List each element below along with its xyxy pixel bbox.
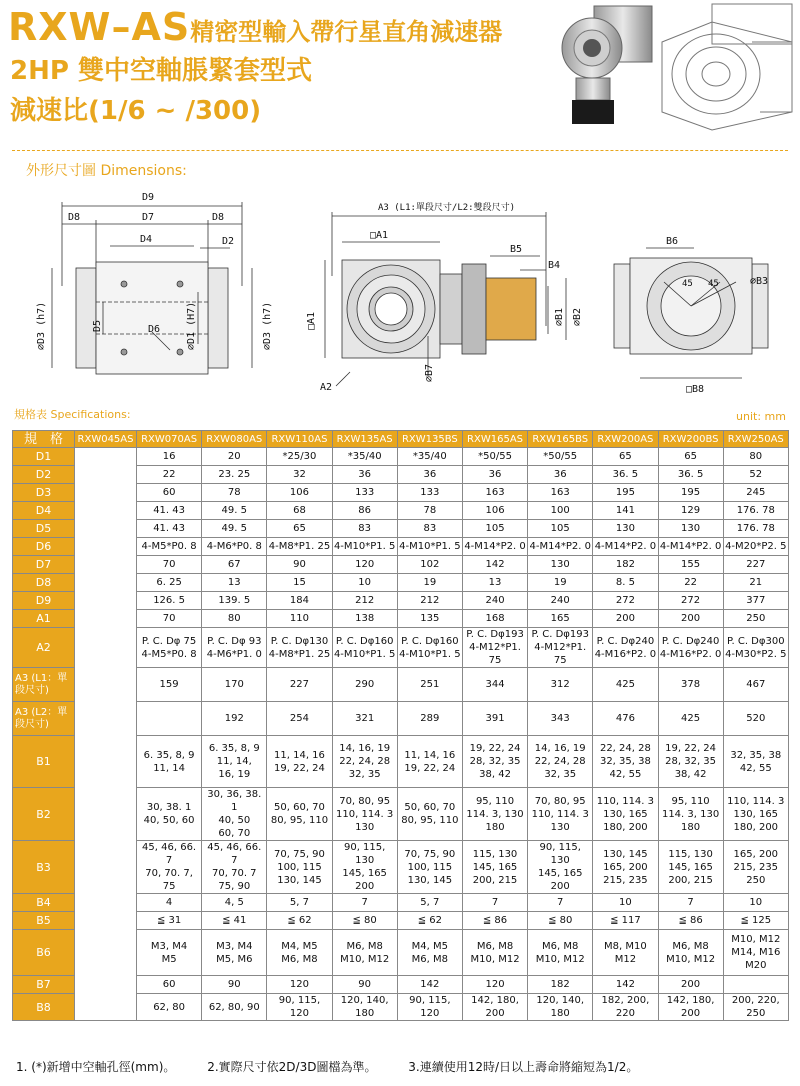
spec-cell: 8. 5 — [593, 574, 658, 592]
spec-cell: 129 — [658, 502, 723, 520]
spec-cell: 11, 14, 16 19, 22, 24 — [267, 736, 332, 788]
spec-cell: P. C. Dφ160 4-M10*P1. 5 — [397, 628, 462, 668]
spec-cell: 200 — [593, 610, 658, 628]
spec-cell: 65 — [267, 520, 332, 538]
spec-cell: M6, M8 M10, M12 — [658, 930, 723, 976]
dim-label-a3: A3 (L1:單段尺寸/L2:雙段尺寸) — [378, 203, 516, 213]
spec-cell: 70, 80, 95 110, 114. 3 130 — [528, 788, 593, 841]
spec-cell: 83 — [397, 520, 462, 538]
dim-label-b6: B6 — [666, 236, 679, 247]
spec-cell: 195 — [593, 484, 658, 502]
spec-cell: 6. 35, 8, 9 11, 14 — [137, 736, 202, 788]
spec-cell: 80 — [723, 448, 788, 466]
spec-cell: 115, 130 145, 165 200, 215 — [462, 841, 527, 894]
spec-cell: 62, 80, 90 — [202, 994, 267, 1021]
spec-cell: 212 — [397, 592, 462, 610]
spec-row-label: D4 — [13, 502, 75, 520]
spec-cell: P. C. Dφ240 4-M16*P2. 0 — [658, 628, 723, 668]
spec-cell: M4, M5 M6, M8 — [267, 930, 332, 976]
spec-cell: 245 — [723, 484, 788, 502]
spec-cell: 32, 35, 38 42, 55 — [723, 736, 788, 788]
spec-cell: 49. 5 — [202, 520, 267, 538]
spec-col-header: RXW135BS — [397, 431, 462, 448]
spec-cell: 7 — [658, 894, 723, 912]
spec-col-header: RXW045AS — [75, 431, 137, 448]
spec-cell: 227 — [723, 556, 788, 574]
spec-col-header: RXW165BS — [528, 431, 593, 448]
spec-cell: 200, 220, 250 — [723, 994, 788, 1021]
spec-cell: 254 — [267, 702, 332, 736]
spec-cell: 4-M14*P2. 0 — [462, 538, 527, 556]
spec-cell: 105 — [528, 520, 593, 538]
spec-cell: 78 — [397, 502, 462, 520]
spec-cell: 133 — [332, 484, 397, 502]
spec-cell: *50/55 — [462, 448, 527, 466]
spec-cell: 36. 5 — [658, 466, 723, 484]
spec-row-label: D2 — [13, 466, 75, 484]
spec-cell: 11, 14, 16 19, 22, 24 — [397, 736, 462, 788]
spec-cell: 176. 78 — [723, 520, 788, 538]
dim-label-b5: B5 — [510, 244, 523, 255]
spec-cell — [137, 702, 202, 736]
spec-cell: 32 — [267, 466, 332, 484]
spec-cell: 200 — [658, 976, 723, 994]
spec-cell: 16 — [137, 448, 202, 466]
model-title — [8, 6, 502, 53]
spec-title: 規格表 Specifications: — [14, 408, 131, 421]
spec-cell: 70, 80, 95 110, 114. 3 130 — [332, 788, 397, 841]
spec-col-header: RXW200BS — [658, 431, 723, 448]
spec-row-label: A3 (L2：單 段尺寸) — [13, 702, 75, 736]
spec-cell: 321 — [332, 702, 397, 736]
spec-cell: 165 — [528, 610, 593, 628]
spec-cell: 90, 115, 120 — [397, 994, 462, 1021]
spec-row-label: D3 — [13, 484, 75, 502]
spec-cell: 70, 75, 90 100, 115 130, 145 — [397, 841, 462, 894]
model-subtitle: 精密型輸入帶行星直角減速器 — [190, 18, 503, 46]
spec-cell: 7 — [528, 894, 593, 912]
spec-cell: 106 — [462, 502, 527, 520]
spec-cell: ≦ 31 — [137, 912, 202, 930]
spec-col-header: RXW200AS — [593, 431, 658, 448]
spec-cell: 130, 145 165, 200 215, 235 — [593, 841, 658, 894]
spec-cell: 195 — [658, 484, 723, 502]
spec-row-label: B3 — [13, 841, 75, 894]
dim-label-d6: D6 — [148, 324, 161, 335]
spec-cell: 90 — [267, 556, 332, 574]
spec-cell: 4-M8*P1. 25 — [267, 538, 332, 556]
note-2: 2.實際尺寸依2D/3D圖檔為準。 — [207, 1060, 377, 1074]
spec-cell: 4-M10*P1. 5 — [397, 538, 462, 556]
spec-cell: 19, 22, 24 28, 32, 35 38, 42 — [658, 736, 723, 788]
model-name: RXW–AS — [8, 5, 191, 49]
dim-label-b2: ⌀B2 — [572, 307, 583, 326]
dim-label-a2: A2 — [320, 382, 333, 393]
spec-cell: 240 — [528, 592, 593, 610]
spec-cell: 4-M14*P2. 0 — [593, 538, 658, 556]
spec-cell: 22 — [137, 466, 202, 484]
spec-cell: 184 — [267, 592, 332, 610]
spec-cell: 192 — [202, 702, 267, 736]
spec-cell: 7 — [462, 894, 527, 912]
spec-cell: 14, 16, 19 22, 24, 28 32, 35 — [332, 736, 397, 788]
dim-label-b7: ⌀B7 — [424, 363, 435, 382]
spec-cell: 22, 24, 28 32, 35, 38 42, 55 — [593, 736, 658, 788]
spec-cell: M10, M12 M14, M16 M20 — [723, 930, 788, 976]
spec-cell: 36 — [528, 466, 593, 484]
dim-label-d1: ⌀D1 (H7) — [186, 301, 197, 350]
dim-label-d4: D4 — [140, 234, 153, 245]
spec-cell: M6, M8 M10, M12 — [528, 930, 593, 976]
spec-cell: 120 — [332, 556, 397, 574]
spec-cell: 78 — [202, 484, 267, 502]
spec-cell: ≦ 86 — [462, 912, 527, 930]
spec-cell: 5, 7 — [267, 894, 332, 912]
dim-label-d7: D7 — [142, 212, 155, 223]
spec-cell: ≦ 41 — [202, 912, 267, 930]
spec-cell: 52 — [723, 466, 788, 484]
spec-cell: 344 — [462, 668, 527, 702]
spec-cell: ≦ 80 — [528, 912, 593, 930]
spec-cell: 142 — [397, 976, 462, 994]
spec-row-label: A3 (L1：單 段尺寸) — [13, 668, 75, 702]
spec-cell: 520 — [723, 702, 788, 736]
spec-cell: 6. 35, 8, 9 11, 14, 16, 19 — [202, 736, 267, 788]
rxw045-empty-cell — [75, 448, 137, 1021]
spec-cell: 4-M5*P0. 8 — [137, 538, 202, 556]
spec-cell: 70 — [137, 610, 202, 628]
spec-cell: 476 — [593, 702, 658, 736]
spec-cell: 15 — [267, 574, 332, 592]
spec-row-label: B1 — [13, 736, 75, 788]
spec-cell: 13 — [462, 574, 527, 592]
dim-label-a1-top: □A1 — [370, 230, 389, 241]
spec-cell: 142 — [462, 556, 527, 574]
spec-cell: 36 — [462, 466, 527, 484]
dim-label-d8-left: D8 — [68, 212, 81, 223]
spec-cell: 120, 140, 180 — [528, 994, 593, 1021]
spec-cell: 139. 5 — [202, 592, 267, 610]
note-3: 3.連續使用12時/日以上壽命將縮短為1/2。 — [408, 1060, 639, 1074]
spec-cell: 133 — [397, 484, 462, 502]
spec-cell: 10 — [593, 894, 658, 912]
spec-cell: 4-M14*P2. 0 — [528, 538, 593, 556]
spec-cell: 290 — [332, 668, 397, 702]
spec-cell: 102 — [397, 556, 462, 574]
spec-cell: 425 — [658, 702, 723, 736]
spec-cell: 36 — [397, 466, 462, 484]
spec-cell: 5, 7 — [397, 894, 462, 912]
spec-cell: 23. 25 — [202, 466, 267, 484]
spec-cell: 4-M10*P1. 5 — [332, 538, 397, 556]
spec-cell: 182 — [593, 556, 658, 574]
spec-cell: P. C. Dφ240 4-M16*P2. 0 — [593, 628, 658, 668]
spec-cell: 159 — [137, 668, 202, 702]
spec-cell: 13 — [202, 574, 267, 592]
spec-row-label: B6 — [13, 930, 75, 976]
spec-row-label: B5 — [13, 912, 75, 930]
spec-cell: 50, 60, 70 80, 95, 110 — [397, 788, 462, 841]
spec-cell: P. C. Dφ193 4-M12*P1. 75 — [462, 628, 527, 668]
spec-col-header: RXW165AS — [462, 431, 527, 448]
divider — [12, 150, 788, 151]
spec-cell: 176. 78 — [723, 502, 788, 520]
header-line-2: 2HP 雙中空軸脹緊套型式 — [10, 56, 312, 86]
spec-cell: 272 — [658, 592, 723, 610]
spec-cell: 4 — [137, 894, 202, 912]
spec-cell: 4-M20*P2. 5 — [723, 538, 788, 556]
spec-row-label: B2 — [13, 788, 75, 841]
dim-label-a1-side: □A1 — [306, 311, 317, 330]
dim-label-angle-1: 45 — [682, 279, 693, 289]
spec-cell: 90, 115, 130 145, 165 200 — [528, 841, 593, 894]
spec-cell: 45, 46, 66. 7 70, 70. 7, 75 — [137, 841, 202, 894]
notes — [16, 1058, 796, 1075]
dim-label-b4: B4 — [548, 260, 561, 271]
spec-cell: 130 — [593, 520, 658, 538]
spec-cell: 227 — [267, 668, 332, 702]
spec-cell: 62, 80 — [137, 994, 202, 1021]
spec-cell: 36. 5 — [593, 466, 658, 484]
spec-cell: P. C. Dφ 75 4-M5*P0. 8 — [137, 628, 202, 668]
spec-cell: 250 — [723, 610, 788, 628]
spec-cell: 90, 115, 120 — [267, 994, 332, 1021]
spec-cell: 182 — [528, 976, 593, 994]
spec-cell: 110, 114. 3 130, 165 180, 200 — [723, 788, 788, 841]
spec-cell: P. C. Dφ160 4-M10*P1. 5 — [332, 628, 397, 668]
spec-cell: 343 — [528, 702, 593, 736]
spec-cell: 83 — [332, 520, 397, 538]
spec-row-label: A1 — [13, 610, 75, 628]
spec-cell: 240 — [462, 592, 527, 610]
spec-cell: 70 — [137, 556, 202, 574]
spec-cell: 135 — [397, 610, 462, 628]
spec-cell: 120 — [462, 976, 527, 994]
spec-col-header: RXW070AS — [137, 431, 202, 448]
note-1: 1. (*)新增中空軸孔徑(mm)。 — [16, 1060, 176, 1074]
spec-cell: ≦ 117 — [593, 912, 658, 930]
dimensions-title: 外形尺寸圖 Dimensions: — [26, 163, 187, 179]
spec-corner: 規 格 — [13, 431, 75, 448]
dimension-drawings — [0, 186, 800, 406]
spec-cell: M3, M4 M5, M6 — [202, 930, 267, 976]
spec-cell: 20 — [202, 448, 267, 466]
spec-cell: 41. 43 — [137, 520, 202, 538]
spec-cell: 200 — [658, 610, 723, 628]
spec-cell: 138 — [332, 610, 397, 628]
spec-row-label: D6 — [13, 538, 75, 556]
spec-cell: 4-M14*P2. 0 — [658, 538, 723, 556]
spec-cell: 19, 22, 24 28, 32, 35 38, 42 — [462, 736, 527, 788]
spec-cell: 130 — [658, 520, 723, 538]
spec-cell: 80 — [202, 610, 267, 628]
spec-cell: 212 — [332, 592, 397, 610]
spec-cell: 10 — [332, 574, 397, 592]
spec-row-label: B8 — [13, 994, 75, 1021]
spec-col-header: RXW110AS — [267, 431, 332, 448]
spec-cell: 165, 200 215, 235 250 — [723, 841, 788, 894]
spec-cell: 106 — [267, 484, 332, 502]
spec-cell: M6, M8 M10, M12 — [332, 930, 397, 976]
spec-cell: 155 — [658, 556, 723, 574]
spec-cell: 60 — [137, 976, 202, 994]
spec-cell: 142, 180, 200 — [658, 994, 723, 1021]
spec-cell: 130 — [528, 556, 593, 574]
spec-cell: 19 — [397, 574, 462, 592]
spec-cell: 141 — [593, 502, 658, 520]
spec-cell: 312 — [528, 668, 593, 702]
spec-row — [13, 448, 789, 466]
dim-label-d2: D2 — [222, 236, 235, 247]
spec-cell: 391 — [462, 702, 527, 736]
spec-cell: 120, 140, 180 — [332, 994, 397, 1021]
spec-cell: 6. 25 — [137, 574, 202, 592]
dim-label-d9: D9 — [142, 192, 155, 203]
spec-cell: *35/40 — [332, 448, 397, 466]
spec-cell: 41. 43 — [137, 502, 202, 520]
spec-col-header: RXW250AS — [723, 431, 788, 448]
spec-cell: 30, 38. 1 40, 50, 60 — [137, 788, 202, 841]
spec-cell: 86 — [332, 502, 397, 520]
spec-cell: 142, 180, 200 — [462, 994, 527, 1021]
spec-table — [12, 430, 789, 1021]
spec-row-label: D7 — [13, 556, 75, 574]
spec-cell: 19 — [528, 574, 593, 592]
spec-cell: ≦ 86 — [658, 912, 723, 930]
spec-cell: 115, 130 145, 165 200, 215 — [658, 841, 723, 894]
spec-row-label: A2 — [13, 628, 75, 668]
dim-label-d8-right: D8 — [212, 212, 225, 223]
spec-cell: 467 — [723, 668, 788, 702]
spec-cell: 272 — [593, 592, 658, 610]
spec-cell: 120 — [267, 976, 332, 994]
spec-cell: 168 — [462, 610, 527, 628]
spec-cell: 49. 5 — [202, 502, 267, 520]
spec-cell: ≦ 125 — [723, 912, 788, 930]
dim-label-b8: □B8 — [686, 384, 705, 395]
spec-cell: 163 — [528, 484, 593, 502]
spec-cell: 68 — [267, 502, 332, 520]
spec-cell: 4-M6*P0. 8 — [202, 538, 267, 556]
spec-cell: 378 — [658, 668, 723, 702]
spec-col-header: RXW135AS — [332, 431, 397, 448]
spec-cell: 10 — [723, 894, 788, 912]
spec-cell: 126. 5 — [137, 592, 202, 610]
spec-cell: 163 — [462, 484, 527, 502]
spec-cell: ≦ 80 — [332, 912, 397, 930]
spec-col-header: RXW080AS — [202, 431, 267, 448]
dim-label-b1: ⌀B1 — [554, 307, 565, 326]
dim-label-d3-left: ⌀D3 (h7) — [36, 301, 47, 350]
spec-cell: M8, M10 M12 — [593, 930, 658, 976]
spec-cell: 45, 46, 66. 7 70, 70. 7 75, 90 — [202, 841, 267, 894]
spec-cell: 110, 114. 3 130, 165 180, 200 — [593, 788, 658, 841]
dim-label-angle-2: 45 — [708, 279, 719, 289]
spec-cell: 22 — [658, 574, 723, 592]
header-line-3: 減速比(1/6 ~ /300) — [10, 96, 262, 126]
spec-cell: 110 — [267, 610, 332, 628]
spec-cell: 95, 110 114. 3, 130 180 — [658, 788, 723, 841]
dim-label-d3-right: ⌀D3 (h7) — [262, 301, 273, 350]
spec-cell: M4, M5 M6, M8 — [397, 930, 462, 976]
dim-label-d5: D5 — [92, 319, 103, 332]
dim-label-b3: ⌀B3 — [750, 276, 769, 287]
spec-cell: 21 — [723, 574, 788, 592]
spec-cell: 90, 115, 130 145, 165 200 — [332, 841, 397, 894]
spec-cell: M6, M8 M10, M12 — [462, 930, 527, 976]
spec-cell: 170 — [202, 668, 267, 702]
spec-cell: M3, M4 M5 — [137, 930, 202, 976]
spec-cell: *50/55 — [528, 448, 593, 466]
product-drawing-3d — [652, 2, 796, 134]
spec-cell: 4, 5 — [202, 894, 267, 912]
spec-row-label: D8 — [13, 574, 75, 592]
header — [0, 0, 800, 150]
spec-cell: 36 — [332, 466, 397, 484]
spec-cell: P. C. Dφ 93 4-M6*P1. 0 — [202, 628, 267, 668]
spec-cell: P. C. Dφ300 4-M30*P2. 5 — [723, 628, 788, 668]
spec-cell: ≦ 62 — [397, 912, 462, 930]
spec-cell: 377 — [723, 592, 788, 610]
spec-row-label: D1 — [13, 448, 75, 466]
product-photo — [556, 2, 656, 126]
spec-cell: 30, 36, 38. 1 40, 50 60, 70 — [202, 788, 267, 841]
spec-cell: 70, 75, 90 100, 115 130, 145 — [267, 841, 332, 894]
spec-row-label: B7 — [13, 976, 75, 994]
spec-cell: *35/40 — [397, 448, 462, 466]
spec-cell: 7 — [332, 894, 397, 912]
spec-row-label: B4 — [13, 894, 75, 912]
unit-label: unit: mm — [736, 410, 786, 423]
spec-cell: 90 — [202, 976, 267, 994]
spec-cell: 65 — [593, 448, 658, 466]
spec-cell: 425 — [593, 668, 658, 702]
spec-cell: 60 — [137, 484, 202, 502]
spec-cell: 289 — [397, 702, 462, 736]
spec-cell: 14, 16, 19 22, 24, 28 32, 35 — [528, 736, 593, 788]
spec-row-label: D9 — [13, 592, 75, 610]
spec-cell — [723, 976, 788, 994]
spec-cell: 251 — [397, 668, 462, 702]
spec-header-row — [13, 431, 789, 448]
spec-cell: 142 — [593, 976, 658, 994]
spec-cell: P. C. Dφ193 4-M12*P1. 75 — [528, 628, 593, 668]
spec-body — [13, 448, 789, 1021]
spec-cell: 105 — [462, 520, 527, 538]
spec-cell: ≦ 62 — [267, 912, 332, 930]
spec-cell: 95, 110 114. 3, 130 180 — [462, 788, 527, 841]
spec-cell: 65 — [658, 448, 723, 466]
spec-cell: 90 — [332, 976, 397, 994]
spec-cell: 67 — [202, 556, 267, 574]
spec-cell: P. C. Dφ130 4-M8*P1. 25 — [267, 628, 332, 668]
spec-cell: 50, 60, 70 80, 95, 110 — [267, 788, 332, 841]
spec-cell: 100 — [528, 502, 593, 520]
spec-row-label: D5 — [13, 520, 75, 538]
spec-cell: *25/30 — [267, 448, 332, 466]
spec-cell: 182, 200, 220 — [593, 994, 658, 1021]
